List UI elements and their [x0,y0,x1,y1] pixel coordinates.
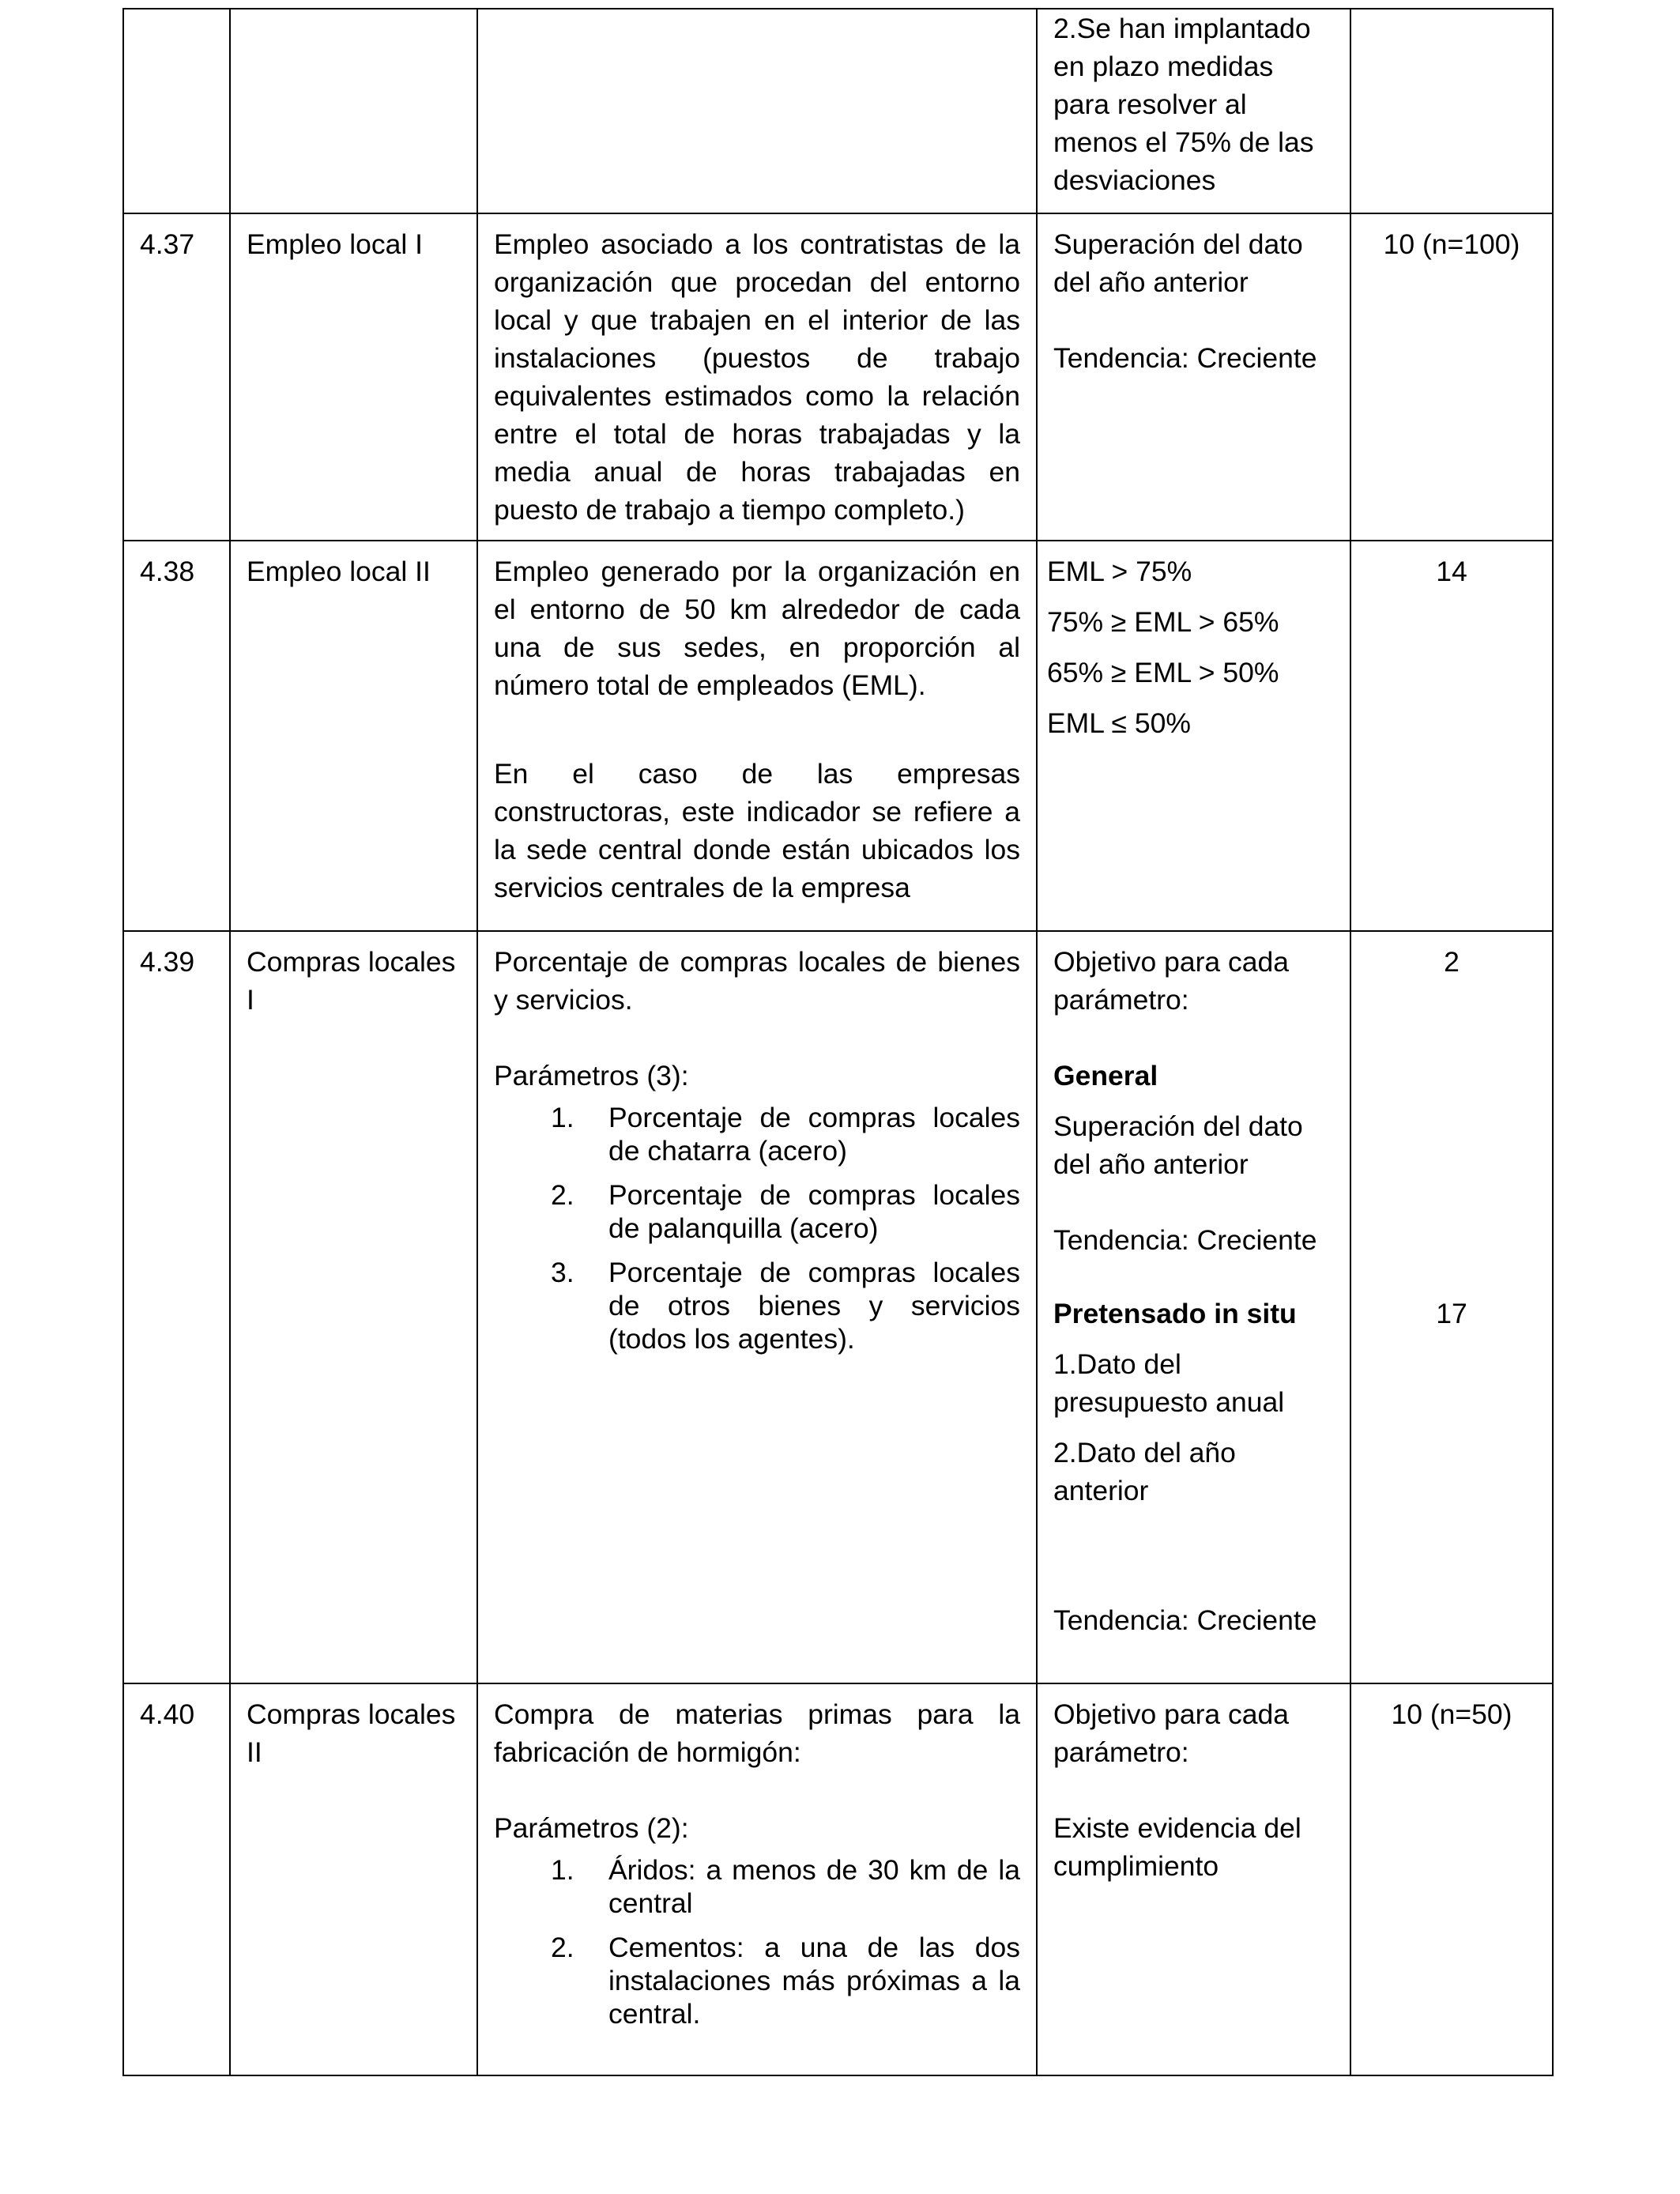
indicator-name: Empleo local II [230,541,477,931]
indicator-number: 4.39 [123,931,230,1683]
trend-text: Tendencia: Creciente [1053,342,1317,374]
objective-text: Existe evidencia del cumplimiento [1053,1812,1301,1882]
indicator-name: Compras locales II [230,1683,477,2075]
indicator-points: 10 (n=100) [1350,213,1553,541]
threshold-item: EML > 75% [1047,556,1192,587]
objective-text: Superación del dato del año anterior [1053,1110,1303,1180]
table-row [123,213,1553,541]
description-text: Compra de materias primas para la fabricación de hormigón: [494,1698,1020,1768]
indicators-table [122,8,1554,2076]
indicator-points: 10 (n=50) [1350,1683,1553,2075]
description-text: Porcentaje de compras locales de bienes y servicios. [494,946,1020,1016]
pretensado-heading: Pretensado in situ [1053,1298,1297,1329]
indicator-description [477,931,1037,1683]
parameters-list [494,1853,1020,2030]
list-item: 3. Porcentaje de compras locales de otros bienes y servicios (todos los agentes). [551,1257,1020,1355]
indicator-name: Compras locales I [230,931,477,1683]
objective-text: 2.Dato del año anterior [1053,1437,1236,1506]
indicator-description [477,1683,1037,2075]
points-value: 17 [1436,1298,1467,1329]
indicator-number: 4.38 [123,541,230,931]
indicator-description [477,541,1037,931]
table-row [123,1683,1553,2075]
parameters-label: Parámetros (2): [494,1812,689,1844]
indicator-description [477,9,1037,213]
list-item: 2. Cementos: a una de las dos instalaciones más próximas a la central. [551,1932,1020,2030]
list-item: 1. Áridos: a menos de 30 km de la central [551,1854,1020,1919]
parameters-label: Parámetros (3): [494,1060,689,1091]
list-item: 1. Porcentaje de compras locales de chatarra (acero) [551,1102,1020,1167]
indicator-objective [1037,213,1350,541]
indicator-points: 14 [1350,541,1553,931]
list-item: 2. Porcentaje de compras locales de palanquilla (acero) [551,1179,1020,1244]
indicator-objective [1037,931,1350,1683]
description-text: Empleo generado por la organización en el entorno de 50 km alrededor de cada una de sus sedes, en proporción al número total de empleados (EML). [494,556,1020,701]
parameters-list [494,1101,1020,1355]
indicator-name: Empleo local I [230,213,477,541]
general-heading: General [1053,1060,1158,1091]
indicator-objective [1037,1683,1350,2075]
trend-text: Tendencia: Creciente [1053,1224,1317,1256]
threshold-item: 75% ≥ EML > 65% [1047,606,1279,638]
objective-intro: Objetivo para cada parámetro: [1053,1698,1289,1768]
objective-intro: Objetivo para cada parámetro: [1053,946,1289,1016]
description-note: En el caso de las empresas constructoras, este indicador se refiere a la sede central donde están ubicados los servicios centrales de la empresa [494,758,1020,903]
threshold-item: EML ≤ 50% [1047,707,1191,739]
table-row [123,541,1553,931]
indicator-points [1350,9,1553,213]
table-row [123,9,1553,213]
trend-text: Tendencia: Creciente [1053,1604,1317,1636]
indicator-number [123,9,230,213]
indicator-objective [1037,541,1350,931]
points-value: 2 [1444,946,1460,978]
indicator-description: Empleo asociado a los contratistas de la organización que procedan del entorno local y que trabajen en el interior de las instalaciones (puestos de trabajo equivalentes estimados como la relación entre el total de horas trabajadas y la media anual de horas trabajadas en puesto de trabajo a tiempo completo.) [477,213,1037,541]
objective-text: Superación del dato del año anterior [1053,228,1303,298]
threshold-item: 65% ≥ EML > 50% [1047,657,1279,688]
indicator-name [230,9,477,213]
objective-text: 1.Dato del presupuesto anual [1053,1348,1285,1418]
table-row [123,931,1553,1683]
indicator-points [1350,931,1553,1683]
indicator-number: 4.37 [123,213,230,541]
indicator-number: 4.40 [123,1683,230,2075]
indicator-objective: 2.Se han implantado en plazo medidas para resolver al menos el 75% de las desviaciones [1037,9,1350,213]
